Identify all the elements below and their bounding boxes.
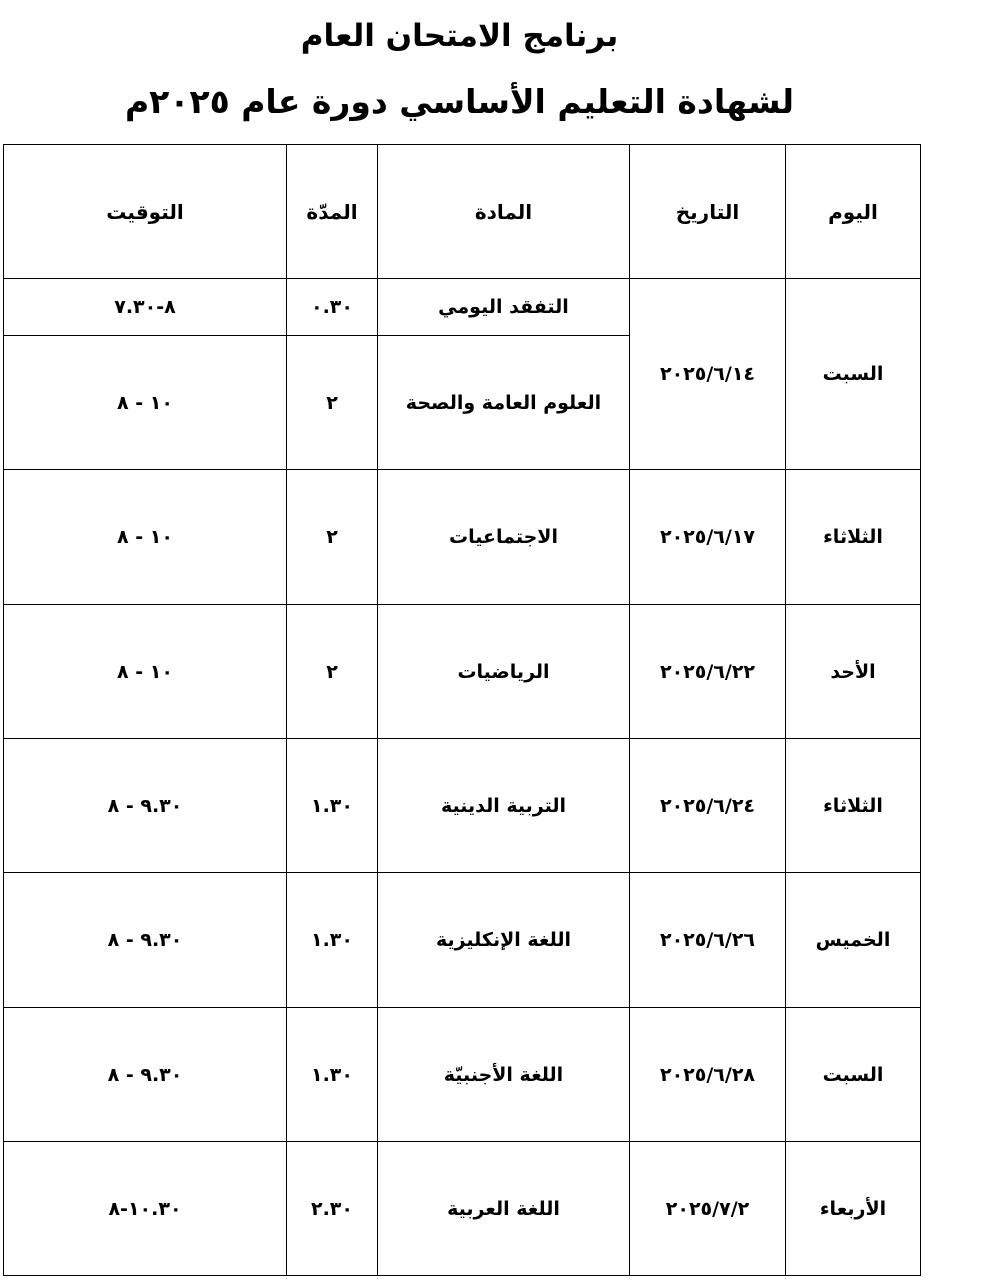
cell-time: ٩.٣٠ - ٨ — [4, 739, 287, 873]
page-title: برنامج الامتحان العام — [300, 18, 619, 54]
cell-time: ٩.٣٠ - ٨ — [4, 873, 287, 1008]
table-row — [4, 873, 921, 1008]
cell-subject: اللغة الإنكليزية — [378, 873, 630, 1008]
cell-subject: التربية الدينية — [378, 739, 630, 873]
table-row — [4, 605, 921, 739]
header-day: اليوم — [786, 145, 921, 279]
cell-date: ٢٠٢٥/٦/٢٨ — [630, 1008, 786, 1142]
cell-subject: التفقد اليومي — [378, 279, 630, 336]
cell-day: الخميس — [786, 873, 921, 1008]
cell-subject: العلوم العامة والصحة — [378, 336, 630, 470]
cell-time: ٨-٧.٣٠ — [4, 279, 287, 336]
cell-date: ٢٠٢٥/٦/١٧ — [630, 470, 786, 605]
cell-day: الثلاثاء — [786, 470, 921, 605]
cell-date: ٢٠٢٥/٦/٢٤ — [630, 739, 786, 873]
cell-duration: ٢ — [287, 336, 378, 470]
table-row — [4, 1008, 921, 1142]
cell-duration: ٠.٣٠ — [287, 279, 378, 336]
cell-date: ٢٠٢٥/٦/٢٢ — [630, 605, 786, 739]
page-subtitle: لشهادة التعليم الأساسي دورة عام ٢٠٢٥م — [124, 82, 794, 121]
cell-day: الثلاثاء — [786, 739, 921, 873]
cell-duration: ٢.٣٠ — [287, 1142, 378, 1276]
header-date: التاريخ — [630, 145, 786, 279]
cell-duration: ١.٣٠ — [287, 873, 378, 1008]
cell-time: ١٠.٣٠-٨ — [4, 1142, 287, 1276]
cell-time: ١٠ - ٨ — [4, 470, 287, 605]
cell-time: ١٠ - ٨ — [4, 605, 287, 739]
cell-subject: الرياضيات — [378, 605, 630, 739]
table-row — [4, 279, 921, 336]
cell-subject: اللغة الأجنبيّة — [378, 1008, 630, 1142]
cell-duration: ١.٣٠ — [287, 739, 378, 873]
header-duration: المدّة — [287, 145, 378, 279]
cell-date: ٢٠٢٥/٦/١٤ — [630, 279, 786, 470]
table-row — [4, 739, 921, 873]
cell-duration: ١.٣٠ — [287, 1008, 378, 1142]
cell-date: ٢٠٢٥/٦/٢٦ — [630, 873, 786, 1008]
table-row — [4, 1142, 921, 1276]
header-subject: المادة — [378, 145, 630, 279]
header-time: التوقيت — [4, 145, 287, 279]
cell-day: الأربعاء — [786, 1142, 921, 1276]
cell-subject: الاجتماعيات — [378, 470, 630, 605]
cell-time: ١٠ - ٨ — [4, 336, 287, 470]
cell-duration: ٢ — [287, 605, 378, 739]
cell-day: السبت — [786, 279, 921, 470]
cell-day: السبت — [786, 1008, 921, 1142]
cell-date: ٢٠٢٥/٧/٢ — [630, 1142, 786, 1276]
cell-subject: اللغة العربية — [378, 1142, 630, 1276]
exam-schedule-table — [3, 144, 921, 1276]
cell-duration: ٢ — [287, 470, 378, 605]
cell-day: الأحد — [786, 605, 921, 739]
table-row — [4, 470, 921, 605]
table-header-row — [4, 145, 921, 279]
cell-time: ٩.٣٠ - ٨ — [4, 1008, 287, 1142]
